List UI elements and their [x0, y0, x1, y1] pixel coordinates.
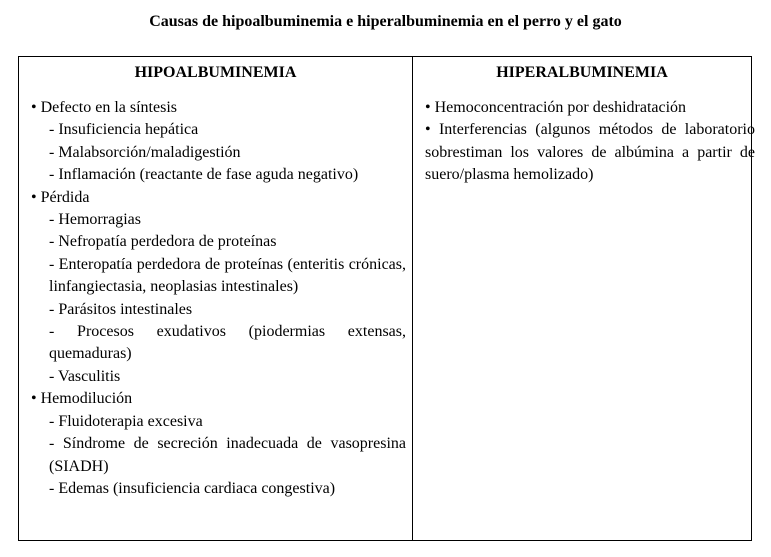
list-item: - Nefropatía perdedora de proteínas	[49, 233, 277, 251]
hypoalbuminemia-column	[19, 57, 412, 500]
list-item: - Síndrome de secreción inadecuada de vasopresina (SIADH)	[49, 435, 406, 475]
list-item: - Malabsorción/maladigestión	[49, 143, 241, 161]
hyperalbuminemia-header: HIPERALBUMINEMIA	[496, 64, 668, 81]
group-label-synthesis: • Defecto en la síntesis	[31, 99, 177, 116]
list-item: - Parásitos intestinales	[49, 300, 193, 318]
document-title: Causas de hipoalbuminemia e hiperalbuminemia en el perro y el gato	[149, 13, 622, 30]
list-item: - Edemas (insuficiencia cardiaca congestiva)	[49, 479, 336, 497]
group-label-loss: • Pérdida	[31, 188, 90, 206]
causes-table	[18, 56, 755, 541]
list-item: - Vasculitis	[49, 367, 121, 385]
list-item: • Interferencias (algunos métodos de laboratorio sobrestiman los valores de albúmina a partir de suero/plasma hemolizado)	[425, 121, 755, 184]
hyperalbuminemia-column	[413, 57, 755, 187]
list-item: - Fluidoterapia excesiva	[49, 412, 203, 430]
list-item: - Insuficiencia hepática	[49, 121, 199, 139]
list-item: - Inflamación (reactante de fase aguda negativo)	[49, 166, 359, 184]
list-item: - Hemorragias	[49, 211, 141, 229]
hyperalbuminemia-list	[413, 89, 755, 187]
list-item: - Enteropatía perdedora de proteínas (enteritis crónicas, linfangiectasia, neoplasias intestinales)	[49, 255, 406, 296]
group-label-hemodilution: • Hemodilución	[31, 390, 133, 408]
hypoalbuminemia-list	[19, 89, 406, 500]
list-item: • Hemoconcentración por deshidratación	[425, 99, 687, 116]
list-item: - Procesos exudativos (piodermias extensas, quemaduras)	[49, 323, 406, 363]
hypoalbuminemia-header: HIPOALBUMINEMIA	[134, 64, 297, 81]
